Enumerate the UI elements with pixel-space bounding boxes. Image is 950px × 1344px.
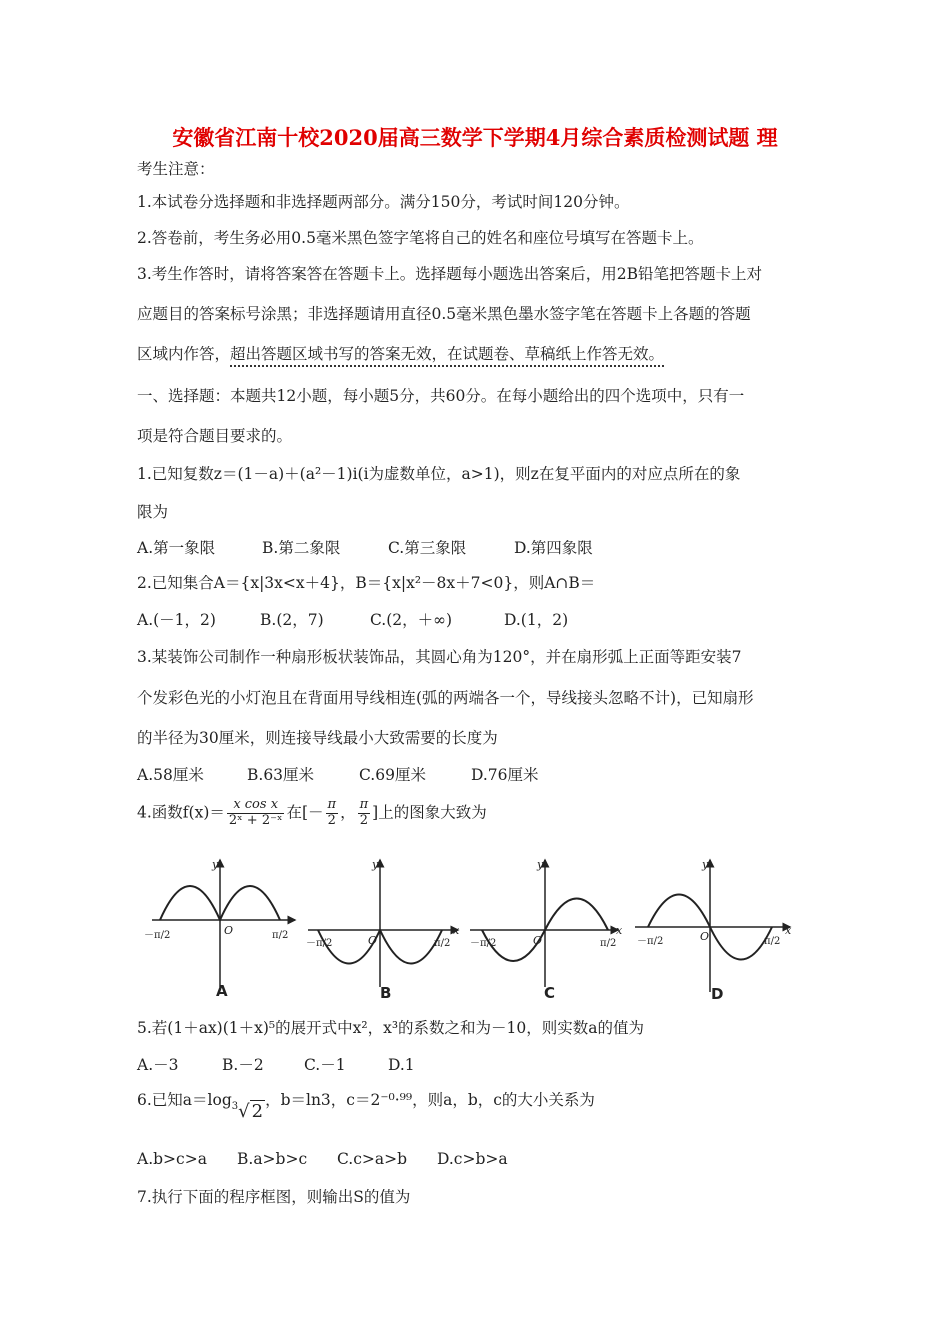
- q6-option-b: B.a>b>c: [237, 1150, 308, 1168]
- graph-c-half-pi: π/2: [600, 938, 617, 949]
- q4-interval-open: 在[－: [286, 803, 324, 822]
- q6-prefix: 6.已知a＝log: [137, 1091, 232, 1109]
- graph-b-x-axis-label: x: [453, 924, 460, 937]
- graph-d-x-axis-label: x: [785, 924, 792, 937]
- q4-pi-num-2: π: [359, 797, 369, 812]
- q1-option-a: A.第一象限: [137, 539, 216, 557]
- graph-c: [470, 860, 618, 987]
- q3-option-d: D.76厘米: [471, 766, 539, 784]
- q3-option-a: A.58厘米: [137, 766, 204, 784]
- q4-function-fraction: [227, 798, 285, 829]
- graph-b-origin: O: [368, 934, 378, 947]
- question-5-text: 5.若(1＋ax)(1＋x)⁵的展开式中x²，x³的系数之和为－10，则实数a的值为: [137, 1019, 645, 1037]
- q4-pi-half: [358, 798, 371, 829]
- notice-item-3-line-3-plain: 区域内作答，: [137, 345, 231, 363]
- question-3-options: [137, 763, 539, 785]
- graph-a-origin: O: [224, 924, 234, 937]
- q3-option-b: B.63厘米: [247, 766, 315, 784]
- q2-option-c: C.(2，＋∞): [370, 611, 453, 629]
- notice-item-1: 1.本试卷分选择题和非选择题两部分。满分150分，考试时间120分钟。: [137, 193, 630, 211]
- graph-b-y-axis-label: y: [372, 858, 379, 871]
- question-6-options: [137, 1150, 508, 1168]
- q4-pi-den-2: 2: [359, 812, 368, 828]
- q6-option-c: C.c>a>b: [337, 1150, 408, 1168]
- page-title: 安徽省江南十校2020届高三数学下学期4月综合素质检测试题 理: [172, 125, 778, 150]
- q4-comma: ，: [340, 803, 356, 822]
- question-3-line-1: 3.某装饰公司制作一种扇形板状装饰品，其圆心角为120°，并在扇形弧上正面等距安装7: [137, 648, 742, 666]
- graph-a-neg-half-pi: －π/2: [144, 930, 171, 941]
- question-7-text: 7.执行下面的程序框图，则输出S的值为: [137, 1188, 411, 1206]
- graph-c-neg-half-pi: －π/2: [470, 938, 497, 949]
- question-1-options: [137, 536, 593, 558]
- q2-option-b: B.(2，7): [260, 611, 324, 629]
- graph-b-label: B: [380, 984, 392, 1002]
- notice-heading: 考生注意：: [137, 160, 215, 178]
- q4-neg-pi-half: [326, 798, 339, 829]
- q4-pi-den-1: 2: [327, 812, 336, 828]
- notice-item-3-line-1: 3.考生作答时，请将答案答在答题卡上。选择题每小题选出答案后，用2B铅笔把答题卡上对: [137, 265, 763, 283]
- q4-frac-numerator: x cos x: [227, 798, 285, 814]
- graph-d-label: D: [711, 985, 724, 1003]
- notice-emphasis-text: 超出答题区域书写的答案无效，在试题卷、草稿纸上作答无效。: [230, 345, 665, 363]
- q5-option-c: C.－1: [304, 1056, 346, 1074]
- question-1-line-2: 限为: [137, 503, 169, 521]
- q6-radicand: 2: [251, 1101, 264, 1122]
- q3-option-c: C.69厘米: [359, 766, 426, 784]
- q4-pi-num-1: π: [327, 797, 337, 812]
- q4-graphs-svg: [140, 852, 800, 1002]
- graph-b-neg-half-pi: －π/2: [306, 938, 333, 949]
- q1-option-b: B.第二象限: [262, 539, 341, 557]
- question-3-line-3: 的半径为30厘米，则连接导线最小大致需要的长度为: [137, 729, 498, 747]
- graph-d-half-pi: π/2: [764, 936, 781, 947]
- q4-frac-denominator: 2ˣ + 2⁻ˣ: [228, 812, 283, 828]
- q4-suffix: ]上的图象大致为: [372, 803, 487, 822]
- q5-option-a: A.－3: [137, 1056, 179, 1074]
- q2-option-d: D.(1，2): [504, 611, 569, 629]
- graph-a-half-pi: π/2: [272, 930, 289, 941]
- graph-d-y-axis-label: y: [702, 858, 709, 871]
- notice-item-2: 2.答卷前，考生务必用0.5毫米黑色签字笔将自己的姓名和座位号填写在答题卡上。: [137, 229, 704, 247]
- q5-option-d: D.1: [388, 1056, 415, 1074]
- graph-b-half-pi: π/2: [434, 938, 451, 949]
- section-1-line-1: 一、选择题：本题共12小题，每小题5分，共60分。在每小题给出的四个选项中，只有一: [137, 387, 745, 405]
- graph-c-y-axis-label: y: [537, 858, 544, 871]
- q4-graph-options: [140, 852, 800, 1002]
- question-2-options: [137, 608, 568, 630]
- graph-c-x-axis-label: x: [616, 924, 623, 937]
- notice-item-3-line-2: 应题目的答案标号涂黑；非选择题请用直径0.5毫米黑色墨水签字笔在答题卡上各题的答题: [137, 305, 751, 323]
- question-1-line-1: 1.已知复数z＝(1－a)＋(a²－1)i(i为虚数单位，a>1)，则z在复平面内的对应点所在的象: [137, 465, 741, 483]
- q1-option-c: C.第三象限: [388, 539, 467, 557]
- graph-d-neg-half-pi: －π/2: [637, 936, 664, 947]
- q6-option-d: D.c>b>a: [437, 1150, 508, 1168]
- q2-option-a: A.(－1，2): [137, 611, 216, 629]
- q1-option-d: D.第四象限: [514, 539, 593, 557]
- graph-c-label: C: [544, 984, 556, 1002]
- q6-log-base: 3: [231, 1101, 239, 1113]
- question-3-line-2: 个发彩色光的小灯泡且在背面用导线相连(弧的两端各一个，导线接头忽略不计)，已知扇形: [137, 689, 754, 707]
- graph-d-origin: O: [700, 930, 710, 943]
- notice-item-3-line-3: [137, 342, 664, 364]
- question-4-text: [137, 798, 487, 829]
- q6-suffix: ，b＝ln3，c＝2⁻⁰·⁹⁹，则a，b，c的大小关系为: [265, 1091, 595, 1109]
- q6-option-a: A.b>c>a: [137, 1150, 207, 1168]
- graph-d: [635, 860, 790, 992]
- graph-a-y-axis-label: y: [212, 858, 219, 871]
- question-5-options: [137, 1053, 415, 1075]
- graph-b: [308, 860, 458, 987]
- question-6-text: [137, 1088, 595, 1122]
- q5-option-b: B.－2: [222, 1056, 264, 1074]
- q6-sqrt-two: √ 2: [238, 1101, 264, 1122]
- graph-a-label: A: [216, 982, 228, 1000]
- section-1-line-2: 项是符合题目要求的。: [137, 427, 293, 445]
- q4-prefix: 4.函数f(x)＝: [137, 803, 225, 822]
- question-2-text: 2.已知集合A＝{x|3x<x＋4}，B＝{x|x²－8x＋7<0}，则A∩B＝: [137, 574, 596, 592]
- graph-c-origin: O: [533, 934, 543, 947]
